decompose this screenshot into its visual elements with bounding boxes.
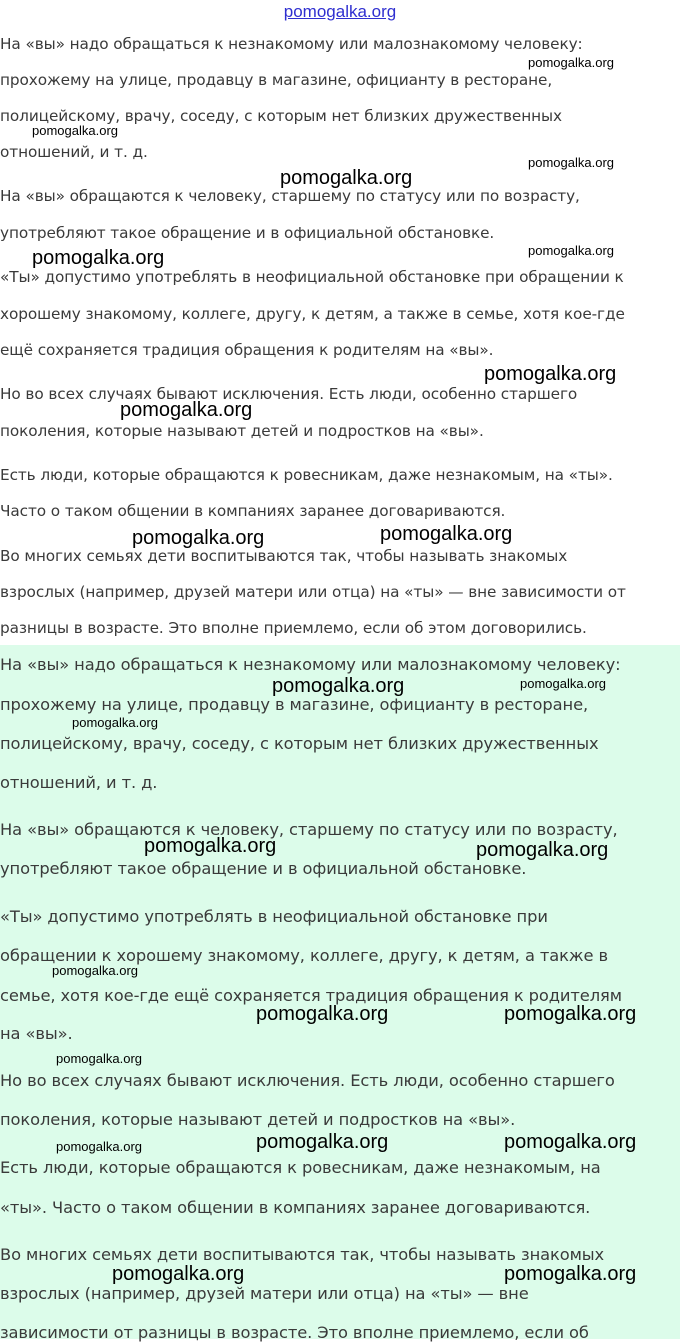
text-line: взрослых (например, друзей матери или отца) на «ты» — вне зависимости от <box>0 583 626 601</box>
watermark: pomogalka.org <box>120 399 253 421</box>
text-section-green <box>0 645 680 1342</box>
text-line: обращении к хорошему знакомому, коллеге, другу, к детям, а также в <box>0 946 608 965</box>
text-line: зависимости от разницы в возрасте. Это вполне приемлемо, если об <box>0 1323 589 1342</box>
watermark: pomogalka.org <box>132 527 265 549</box>
watermark: pomogalka.org <box>72 715 158 730</box>
text-line: Во многих семьях дети воспитываются так, чтобы называть знакомых <box>0 547 568 565</box>
text-line: Во многих семьях дети воспитываются так, чтобы называть знакомых <box>0 1245 605 1264</box>
text-line: хорошему знакомому, коллеге, другу, к детям, а также в семье, хотя кое-где <box>0 305 625 323</box>
text-line: поколения, которые называют детей и подростков на «вы». <box>0 1110 516 1129</box>
watermark: pomogalka.org <box>484 363 617 385</box>
watermark: pomogalka.org <box>56 1139 142 1154</box>
text-line: поколения, которые называют детей и подростков на «вы». <box>0 422 484 440</box>
text-line: «ты». Часто о таком общении в компаниях заранее договариваются. <box>0 1198 591 1217</box>
watermark: pomogalka.org <box>528 243 614 258</box>
watermark: pomogalka.org <box>144 835 277 857</box>
text-line: Часто о таком общении в компаниях заранее договариваются. <box>0 502 506 520</box>
watermark: pomogalka.org <box>504 1003 637 1025</box>
watermark: pomogalka.org <box>32 123 118 138</box>
text-line: употребляют такое обращение и в официальной обстановке. <box>0 859 527 878</box>
text-line: Но во всех случаях бывают исключения. Есть люди, особенно старшего <box>0 385 578 403</box>
watermark: pomogalka.org <box>32 247 165 269</box>
watermark: pomogalka.org <box>280 167 413 189</box>
watermark: pomogalka.org <box>476 839 609 861</box>
text-line: На «вы» обращаются к человеку, старшему по статусу или по возрасту, <box>0 187 580 205</box>
text-line: семье, хотя кое-где ещё сохраняется традиция обращения к родителям <box>0 986 622 1005</box>
text-line: полицейскому, врачу, соседу, с которым нет близких дружественных <box>0 734 599 753</box>
text-line: На «вы» обращаются к человеку, старшему по статусу или по возрасту, <box>0 820 618 839</box>
text-line: Но во всех случаях бывают исключения. Есть люди, особенно старшего <box>0 1071 615 1090</box>
watermark: pomogalka.org <box>504 1263 637 1285</box>
watermark: pomogalka.org <box>52 963 138 978</box>
text-line: Есть люди, которые обращаются к ровесникам, даже незнакомым, на «ты». <box>0 466 613 484</box>
text-line: разницы в возрасте. Это вполне приемлемо, если об этом договорились. <box>0 619 587 637</box>
text-line: ещё сохраняется традиция обращения к родителям на «вы». <box>0 341 494 359</box>
text-line: взрослых (например, друзей матери или отца) на «ты» — вне <box>0 1284 529 1303</box>
watermark: pomogalka.org <box>528 55 614 70</box>
text-line: на «вы». <box>0 1024 73 1043</box>
text-line: На «вы» надо обращаться к незнакомому или малознакомому человеку: <box>0 35 583 53</box>
text-line: Есть люди, которые обращаются к ровесникам, даже незнакомым, на <box>0 1158 601 1177</box>
text-line: отношений, и т. д. <box>0 143 148 161</box>
watermark: pomogalka.org <box>112 1263 245 1285</box>
text-section-white <box>0 0 680 645</box>
watermark: pomogalka.org <box>272 675 405 697</box>
text-line: «Ты» допустимо употреблять в неофициальной обстановке при обращении к <box>0 268 624 286</box>
watermark: pomogalka.org <box>380 523 513 545</box>
watermark: pomogalka.org <box>528 155 614 170</box>
watermark: pomogalka.org <box>504 1131 637 1153</box>
watermark: pomogalka.org <box>520 676 606 691</box>
text-line: полицейскому, врачу, соседу, с которым нет близких дружественных <box>0 107 562 125</box>
text-line: На «вы» надо обращаться к незнакомому или малознакомому человеку: <box>0 655 621 674</box>
text-line: отношений, и т. д. <box>0 773 158 792</box>
watermark: pomogalka.org <box>256 1003 389 1025</box>
text-line: прохожему на улице, продавцу в магазине, официанту в ресторане, <box>0 71 553 89</box>
watermark: pomogalka.org <box>56 1051 142 1066</box>
text-line: прохожему на улице, продавцу в магазине, официанту в ресторане, <box>0 695 589 714</box>
text-line: «Ты» допустимо употреблять в неофициальной обстановке при <box>0 907 548 926</box>
watermark: pomogalka.org <box>256 1131 389 1153</box>
text-line: употребляют такое обращение и в официальной обстановке. <box>0 224 495 242</box>
site-link[interactable]: pomogalka.org <box>283 2 397 21</box>
